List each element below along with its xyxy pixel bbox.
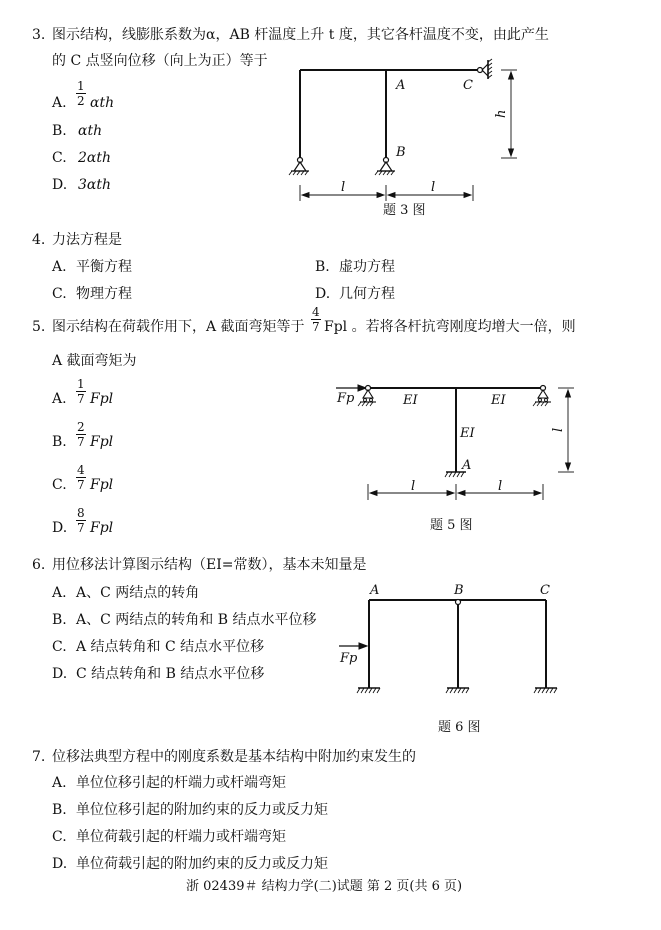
q3-stem-line2: 的 C 点竖向位移（向上为正）等于 xyxy=(52,53,268,69)
q7-number: 7. xyxy=(32,749,46,765)
q7-option-a-label: A. xyxy=(52,775,67,791)
q6-option-b-text: A、C 两结点的转角和 B 结点水平位移 xyxy=(76,612,317,628)
q5-option-a-text: Fpl xyxy=(90,391,114,407)
q3-stem-line1: 图示结构，线膨胀系数为α，AB 杆温度上升 t 度，其它各杆温度不变，由此产生 xyxy=(52,27,549,43)
q6-option-c-label: C. xyxy=(52,639,67,655)
q3-option-c-text: 2αth xyxy=(78,150,112,166)
q4-option-c-label: C. xyxy=(52,286,67,302)
q6-option-d-text: C 结点转角和 B 结点水平位移 xyxy=(76,666,265,682)
q6-option-a-text: A、C 两结点的转角 xyxy=(76,585,200,601)
q6-load-arrow-icon xyxy=(339,643,367,649)
q6-hinge-b-icon xyxy=(456,600,461,605)
q5-label-a: A xyxy=(462,458,472,473)
q3-option-a-frac-num: 1 xyxy=(77,79,85,93)
q3-option-a-text: αth xyxy=(90,95,115,111)
q6-option-d-label: D. xyxy=(52,666,68,682)
q6-label-fp: Fp xyxy=(340,651,358,666)
q5-stem-frac-num: 4 xyxy=(312,305,320,319)
q4-stem: 力法方程是 xyxy=(52,232,122,248)
q5-option-b-frac-num: 2 xyxy=(77,420,85,434)
q3-l-dimension xyxy=(300,185,473,201)
q4-option-d-text: 几何方程 xyxy=(339,286,395,302)
q5-option-c-text: Fpl xyxy=(90,477,114,493)
q6-right-fixed-support-icon xyxy=(534,688,557,693)
q6-label-a: A xyxy=(370,583,380,598)
q5-stem-part2: Fpl 。若将各杆抗弯刚度均增大一倍，则 xyxy=(324,319,576,335)
q7-option-c-text: 单位荷载引起的杆端力或杆端弯矩 xyxy=(76,829,286,845)
q6-left-fixed-support-icon xyxy=(357,688,380,693)
q6-middle-fixed-support-icon xyxy=(446,688,469,693)
q6-stem: 用位移法计算图示结构（EI=常数），基本未知量是 xyxy=(52,557,367,573)
q5-option-c-label: C. xyxy=(52,477,67,493)
q5-figure-caption: 题 5 图 xyxy=(430,518,473,533)
q7-option-c-label: C. xyxy=(52,829,67,845)
q4-option-b-text: 虚功方程 xyxy=(339,259,395,275)
q3-option-b-text: αth xyxy=(78,123,103,139)
q5-option-a-frac-den: 7 xyxy=(77,392,85,406)
q5-figure xyxy=(336,385,574,500)
q3-option-d-label: D. xyxy=(52,177,68,193)
q6-label-b: B xyxy=(454,583,464,598)
q3-label-a: A xyxy=(396,78,406,93)
q5-option-b-text: Fpl xyxy=(90,434,114,450)
q5-label-l2: l xyxy=(498,479,503,494)
q4-option-d-label: D. xyxy=(315,286,331,302)
q5-option-d-label: D. xyxy=(52,520,68,536)
q5-label-l-vertical: l xyxy=(551,427,566,432)
q5-option-d-frac-den: 7 xyxy=(77,521,85,535)
q5-option-d-text: Fpl xyxy=(90,520,114,536)
q5-option-a-frac-num: 1 xyxy=(77,377,85,391)
q4-number: 4. xyxy=(32,232,46,248)
q5-stem-frac-den: 7 xyxy=(312,320,320,334)
q7-option-b-text: 单位位移引起的附加约束的反力或反力矩 xyxy=(76,802,328,818)
q3-label-l1: l xyxy=(341,180,346,195)
q3-left-pin-support-icon xyxy=(289,158,309,176)
page-footer: 浙 02439＃ 结构力学(二)试题 第 2 页(共 6 页) xyxy=(186,879,463,894)
q4-option-a-text: 平衡方程 xyxy=(76,259,132,275)
q7-option-d-text: 单位荷载引起的附加约束的反力或反力矩 xyxy=(76,856,328,872)
q5-label-ei-left: EI xyxy=(403,393,418,408)
q5-label-fp: Fp xyxy=(337,391,355,406)
q7-option-b-label: B. xyxy=(52,802,67,818)
q5-stem-part1: 图示结构在荷载作用下，A 截面弯矩等于 xyxy=(52,319,305,335)
q3-c-roller-support-icon xyxy=(478,59,493,79)
q3-label-c: C xyxy=(463,78,473,93)
q6-figure xyxy=(339,600,557,694)
q5-label-ei-right: EI xyxy=(491,393,506,408)
q5-option-a-label: A. xyxy=(52,391,67,407)
q6-number: 6. xyxy=(32,557,46,573)
q3-option-c-label: C. xyxy=(52,150,67,166)
q6-option-b-label: B. xyxy=(52,612,67,628)
q4-option-a-label: A. xyxy=(52,259,67,275)
q3-option-d-text: 3αth xyxy=(78,177,112,193)
q4-option-b-label: B. xyxy=(315,259,330,275)
q3-option-a-label: A. xyxy=(52,95,67,111)
q5-horizontal-l-dimension xyxy=(368,484,543,500)
q3-label-b: B xyxy=(396,145,406,160)
q5-option-d-frac-num: 8 xyxy=(77,506,85,520)
q5-option-c-frac-num: 4 xyxy=(77,463,85,477)
q3-label-l2: l xyxy=(431,180,436,195)
q5-option-b-label: B. xyxy=(52,434,67,450)
q7-stem: 位移法典型方程中的刚度系数是基本结构中附加约束发生的 xyxy=(52,749,416,765)
q5-label-l1: l xyxy=(411,479,416,494)
q5-number: 5. xyxy=(32,319,46,335)
q3-option-b-label: B. xyxy=(52,123,67,139)
q3-label-h: h xyxy=(494,109,509,118)
q3-option-a-frac-den: 2 xyxy=(77,94,85,108)
q7-option-d-label: D. xyxy=(52,856,68,872)
q3-b-pin-support-icon xyxy=(375,158,395,176)
q3-figure-caption: 题 3 图 xyxy=(383,203,426,218)
q6-figure-caption: 题 6 图 xyxy=(438,720,481,735)
q6-label-c: C xyxy=(540,583,550,598)
q5-option-c-frac-den: 7 xyxy=(77,478,85,492)
q6-option-c-text: A 结点转角和 C 结点水平位移 xyxy=(76,639,265,655)
q5-option-b-frac-den: 7 xyxy=(77,435,85,449)
q7-option-a-text: 单位位移引起的杆端力或杆端弯矩 xyxy=(76,775,286,791)
q3-number: 3. xyxy=(32,27,46,43)
q5-stem-line2: A 截面弯矩为 xyxy=(52,353,137,369)
q4-option-c-text: 物理方程 xyxy=(76,286,132,302)
q5-label-ei-column: EI xyxy=(460,426,475,441)
q6-option-a-label: A. xyxy=(52,585,67,601)
